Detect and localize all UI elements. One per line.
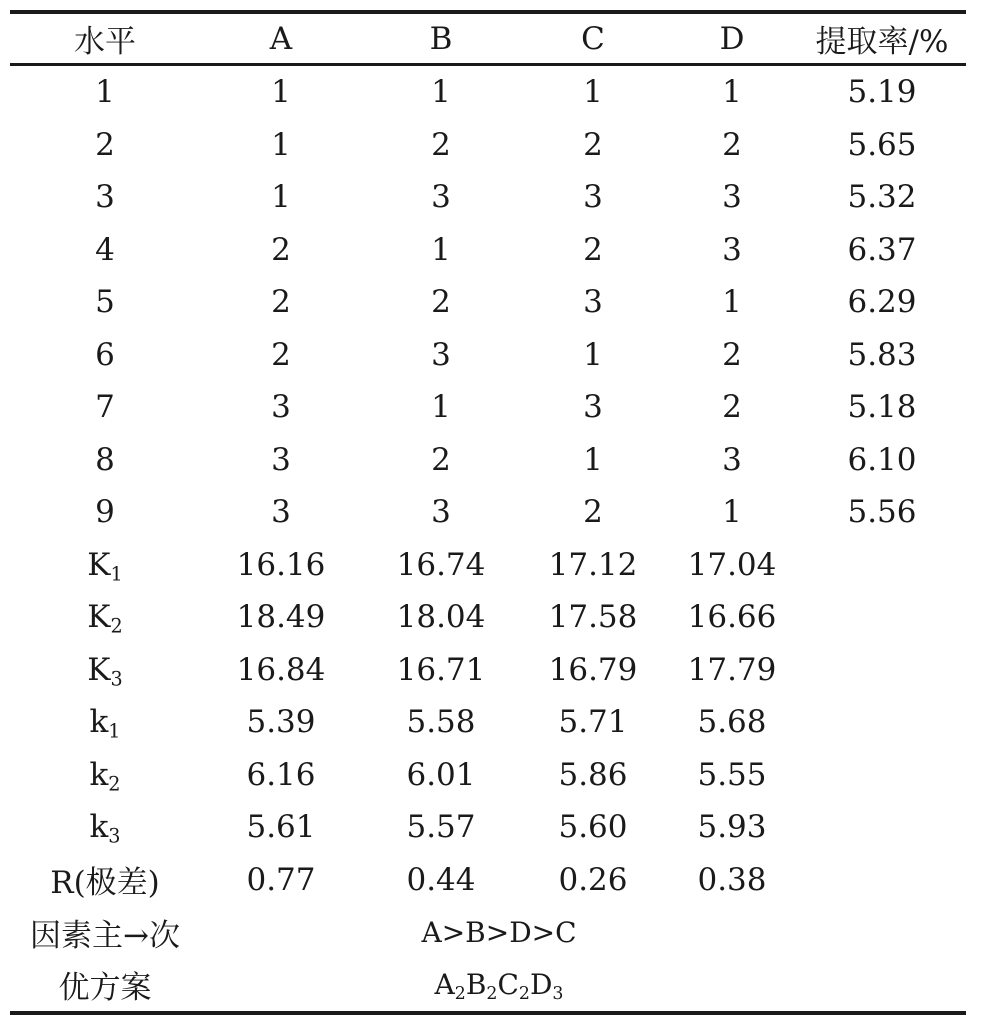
cell: 2	[431, 126, 451, 163]
cell	[798, 959, 966, 1012]
cell: 5.39	[246, 704, 316, 741]
cell: 1	[431, 231, 451, 268]
cell: 9	[95, 494, 115, 531]
cell: 1	[431, 389, 451, 426]
cell	[798, 906, 966, 959]
cell: 3	[271, 389, 291, 426]
cell: 8	[95, 441, 115, 478]
optimal-label: 优方案	[58, 970, 152, 1007]
stat-label: $K_3$	[87, 651, 123, 691]
optimal-row	[10, 959, 966, 1012]
header-a: A	[269, 20, 293, 57]
cell: 5.61	[246, 809, 316, 846]
cell: 2	[431, 441, 451, 478]
cell: 18.04	[396, 599, 486, 636]
cell: 3	[431, 336, 451, 373]
cell: 6	[95, 336, 115, 373]
range-row	[10, 854, 966, 907]
cell: 5.68	[697, 704, 767, 741]
optimal-value: $A_2B_2C_2D_3$	[434, 968, 564, 1005]
cell: 2	[271, 231, 291, 268]
cell: 2	[271, 336, 291, 373]
cell: 2	[583, 494, 603, 531]
stat-row	[10, 801, 966, 854]
table-row	[10, 276, 966, 329]
cell	[798, 591, 966, 644]
cell: 6.37	[847, 231, 917, 268]
cell: 3	[722, 231, 742, 268]
header-extraction-rate: 提取率/%	[815, 24, 949, 60]
cell: 3	[431, 494, 451, 531]
stat-row	[10, 749, 966, 802]
cell: 5.19	[847, 74, 917, 111]
cell: 5.60	[558, 809, 628, 846]
bottom-rule	[10, 1011, 966, 1015]
factor-order-row	[10, 906, 966, 959]
stat-label: $k_3$	[89, 809, 121, 848]
cell: 5.86	[558, 756, 628, 793]
cell: 5.56	[847, 494, 917, 531]
cell: 1	[722, 74, 742, 111]
header-row	[10, 14, 966, 63]
cell: 2	[722, 389, 742, 426]
cell: 1	[583, 441, 603, 478]
cell: 3	[271, 441, 291, 478]
cell: 5.18	[847, 389, 917, 426]
cell: 1	[271, 179, 291, 216]
stat-row	[10, 539, 966, 592]
cell: 0.26	[558, 861, 628, 898]
cell: 3	[722, 179, 742, 216]
cell	[798, 644, 966, 697]
table-row	[10, 66, 966, 119]
cell: 16.66	[687, 599, 777, 636]
header-c: C	[581, 20, 605, 57]
table-row	[10, 119, 966, 172]
cell: 5.71	[558, 704, 628, 741]
cell	[798, 801, 966, 854]
table-row	[10, 224, 966, 277]
cell: 3	[583, 284, 603, 321]
table-row	[10, 171, 966, 224]
stat-label: $K_2$	[87, 599, 123, 638]
cell: 5.58	[406, 704, 476, 741]
cell: 5.83	[847, 336, 917, 373]
cell: 2	[583, 231, 603, 268]
cell: 5	[95, 284, 115, 321]
cell: 2	[722, 126, 742, 163]
cell: 17.12	[548, 546, 638, 583]
range-label: R(极差)	[50, 865, 160, 902]
stat-row	[10, 644, 966, 697]
cell: 0.77	[246, 861, 316, 898]
cell: 1	[722, 284, 742, 321]
orthogonal-test-table	[10, 10, 966, 1015]
stat-label: $k_1$	[89, 704, 121, 743]
cell: 6.01	[406, 756, 476, 793]
cell: 16.84	[236, 651, 326, 688]
cell: 16.74	[396, 546, 486, 583]
cell: 1	[583, 74, 603, 111]
cell	[798, 539, 966, 592]
cell: 6.16	[246, 756, 316, 793]
cell: 1	[583, 336, 603, 373]
cell: 0.44	[406, 861, 476, 898]
table-row	[10, 486, 966, 539]
cell: 1	[271, 74, 291, 111]
cell: 3	[431, 179, 451, 216]
cell: 2	[431, 284, 451, 321]
cell: 16.79	[548, 651, 638, 688]
cell: 7	[95, 389, 115, 426]
cell: 2	[722, 336, 742, 373]
cell: 0.38	[697, 861, 767, 898]
cell: 5.55	[697, 756, 767, 793]
cell: 1	[271, 126, 291, 163]
cell: 16.71	[396, 651, 486, 688]
cell: 5.57	[406, 809, 476, 846]
cell: 3	[583, 179, 603, 216]
header-d: D	[719, 20, 745, 57]
cell: 3	[583, 389, 603, 426]
results-table	[10, 14, 966, 1011]
cell: 3	[722, 441, 742, 478]
factor-order-label: 因素主→次	[30, 917, 180, 954]
cell: 3	[271, 494, 291, 531]
cell: 18.49	[236, 599, 326, 636]
cell: 5.93	[697, 809, 767, 846]
stat-row	[10, 696, 966, 749]
cell: 2	[583, 126, 603, 163]
cell: 17.58	[548, 599, 638, 636]
cell: 3	[95, 179, 115, 216]
cell	[798, 854, 966, 907]
cell: 6.10	[847, 441, 917, 478]
cell: 5.65	[847, 126, 917, 163]
table-row	[10, 381, 966, 434]
header-level: 水平	[74, 24, 136, 60]
cell: 16.16	[236, 546, 326, 583]
table-row	[10, 329, 966, 382]
cell: 17.79	[687, 651, 777, 688]
cell: 2	[271, 284, 291, 321]
cell: 1	[722, 494, 742, 531]
factor-order-value: A>B>D>C	[421, 915, 577, 949]
cell: 6.29	[847, 284, 917, 321]
cell: 17.04	[687, 546, 777, 583]
stat-label: $K_1$	[87, 546, 123, 586]
stat-row	[10, 591, 966, 644]
cell: 5.32	[847, 179, 917, 216]
stat-label: $k_2$	[89, 756, 121, 796]
cell	[798, 696, 966, 749]
cell: 4	[95, 231, 115, 268]
header-b: B	[429, 20, 453, 57]
cell: 1	[95, 74, 115, 111]
cell: 2	[95, 126, 115, 163]
table-row	[10, 434, 966, 487]
cell: 1	[431, 74, 451, 111]
cell	[798, 749, 966, 802]
